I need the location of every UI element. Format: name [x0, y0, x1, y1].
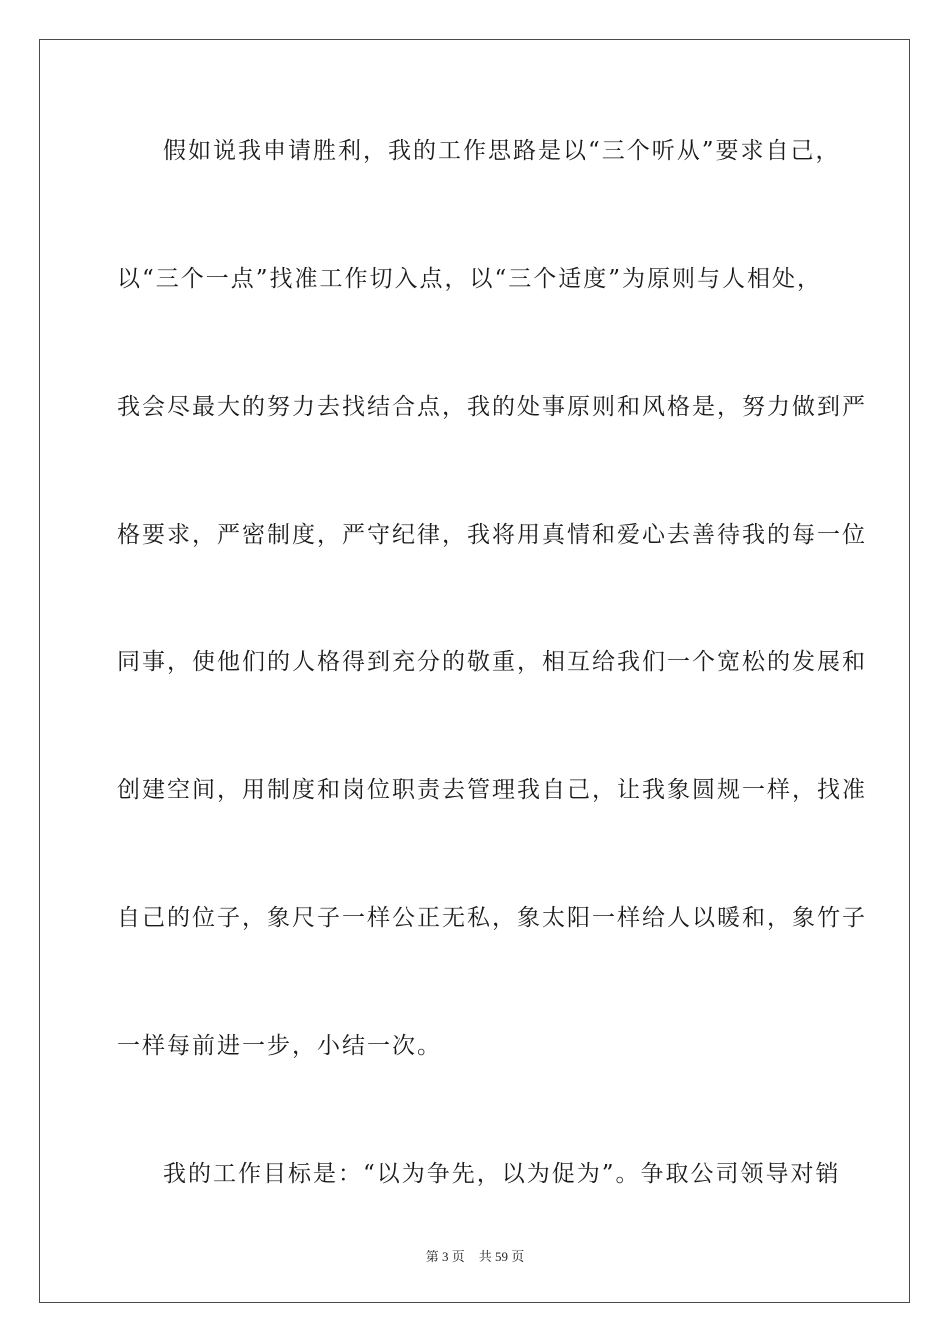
paragraph-line: 一样每前进一步，小结一次。	[117, 1033, 442, 1059]
paragraph-line: 创建空间，用制度和岗位职责去管理我自己，让我象圆规一样，找准	[117, 777, 867, 803]
paragraph-line: 我会尽最大的努力去找结合点，我的处事原则和风格是，努力做到严	[117, 394, 867, 420]
page-number: 第 3 页	[425, 1249, 465, 1264]
paragraph-line: 以“三个一点”找准工作切入点，以“三个适度”为原则与人相处，	[117, 266, 823, 292]
paragraph-line: 假如说我申请胜利，我的工作思路是以“三个听从”要求自己，	[163, 138, 841, 164]
paragraph-line: 我的工作目标是：“以为争先，以为促为”。争取公司领导对销	[163, 1161, 841, 1187]
paragraph-line: 同事，使他们的人格得到充分的敬重，相互给我们一个宽松的发展和	[117, 649, 867, 675]
paragraph-line: 自己的位子，象尺子一样公正无私，象太阳一样给人以暖和，象竹子	[117, 905, 867, 931]
page-total: 共 59 页	[478, 1249, 525, 1264]
paragraph-line: 格要求，严密制度，严守纪律，我将用真情和爱心去善待我的每一位	[117, 522, 867, 548]
page-footer	[0, 1248, 950, 1266]
